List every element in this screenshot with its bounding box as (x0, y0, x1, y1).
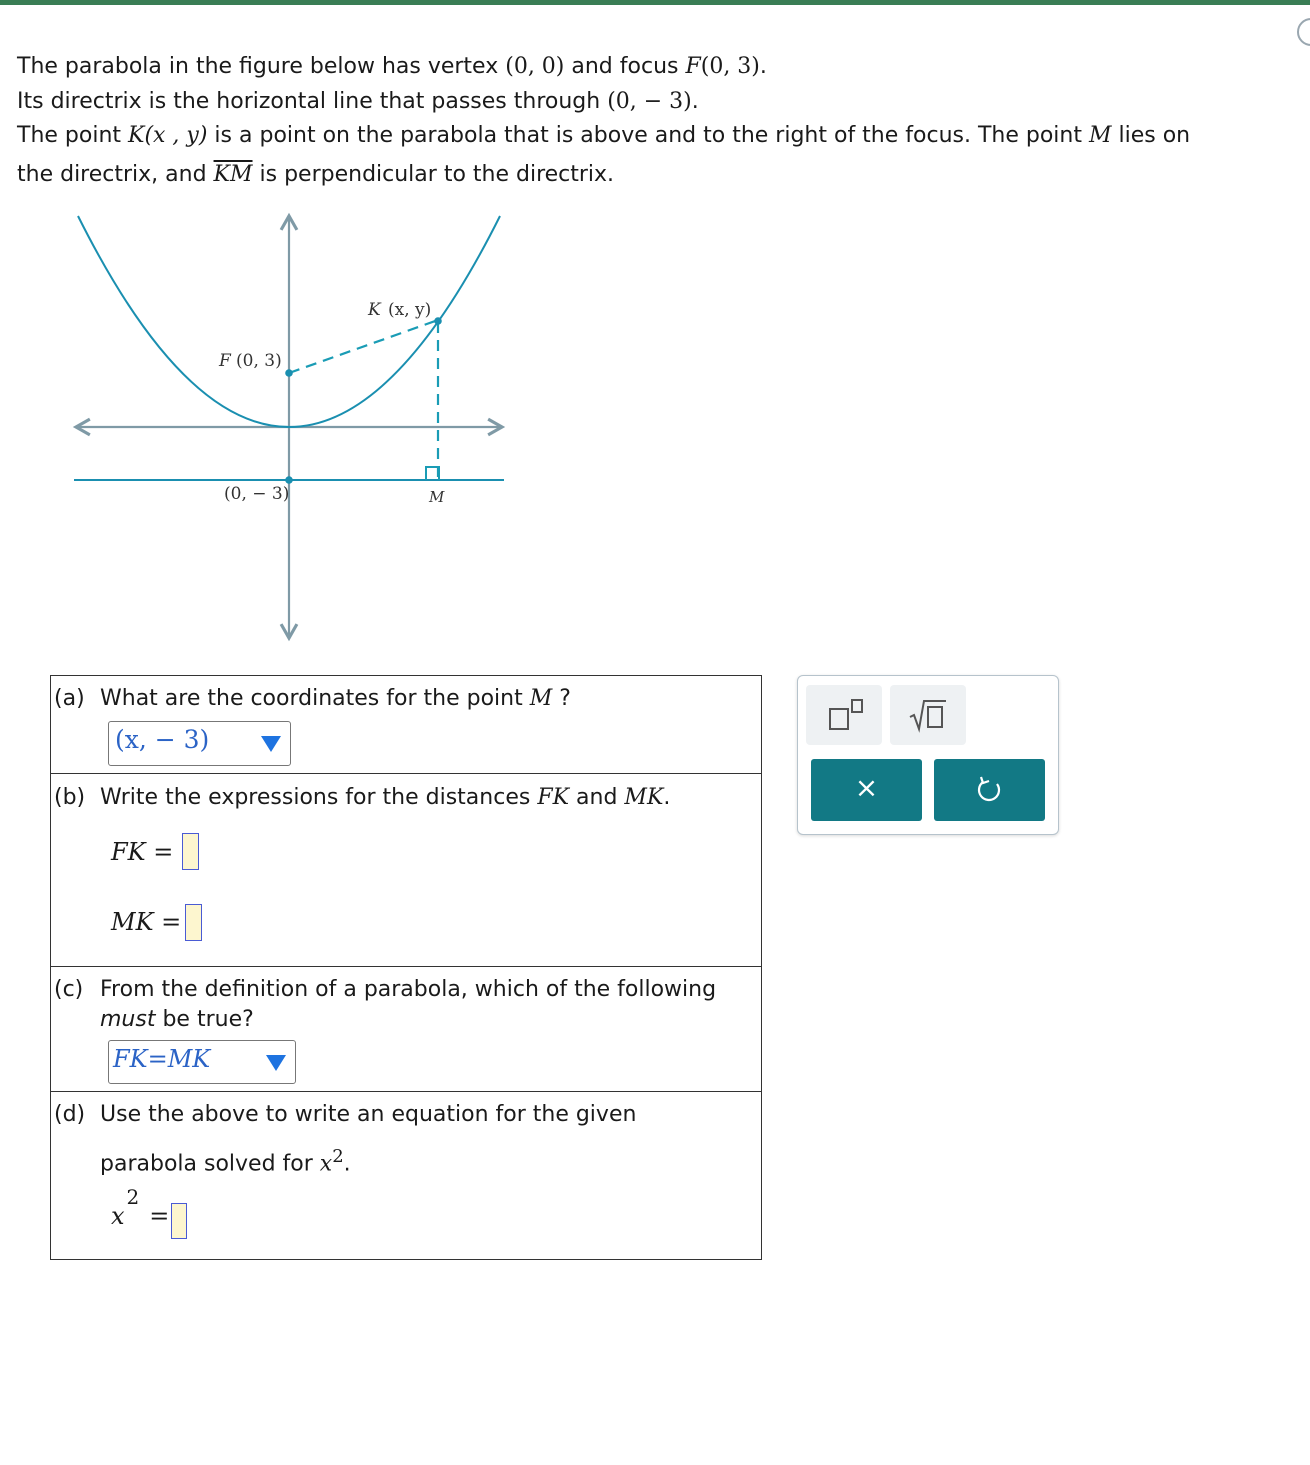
part-a-question: (a) What are the coordinates for the point M ? (54, 686, 571, 711)
square-root-button[interactable] (890, 685, 966, 745)
part-d-box (50, 1091, 762, 1260)
vertex-coords: (0, 0) (505, 54, 565, 79)
point-m-selected: (x, − 3) (115, 725, 210, 754)
directrix-point: (0, − 3) (607, 88, 692, 114)
fk-equation: FK = (111, 838, 174, 866)
graph-m-label: M (429, 488, 445, 506)
problem-statement (17, 50, 1297, 192)
parabola-graph (60, 205, 520, 650)
x-squared-answer-input[interactable] (171, 1203, 187, 1239)
dropdown-arrow-icon (261, 736, 281, 752)
x-squared-equation: $x^2=$ (111, 1185, 170, 1230)
km-segment: $\overline{KM}$ (213, 161, 253, 187)
part-c-question: (c) From the definition of a parabola, which of the following must be true? (54, 977, 717, 1032)
problem-line-3: The point K(x , y) is a point on the parabola that is above and to the right of the focus. The point M lies on (17, 123, 1191, 148)
fk-answer-input[interactable] (182, 833, 199, 870)
clear-button[interactable] (811, 759, 922, 821)
part-b-question: (b) Write the expressions for the distances FK and MK. (54, 785, 671, 810)
help-circle-icon[interactable] (1297, 18, 1310, 46)
graph-k-coords: (x, y) (388, 300, 432, 320)
focus-point (285, 369, 293, 377)
part-c-box (50, 966, 762, 1093)
part-a-box (50, 675, 762, 775)
directrix-point-marker (285, 476, 293, 484)
problem-line-1: The parabola in the figure below has vertex (0, 0) and focus F(0, 3). (17, 54, 767, 79)
clear-icon: × (854, 771, 879, 804)
top-accent-bar (0, 0, 1310, 5)
k-point (434, 317, 442, 325)
k-coords: (x , y) (144, 123, 208, 148)
part-d-question: (d) Use the above to write an equation for the given parabola solved for $x^2$. (54, 1102, 637, 1177)
undo-icon (934, 759, 1045, 821)
problem-line-2: Its directrix is the horizontal line that passes through (0, − 3). (17, 88, 699, 114)
graph-directrix-label: (0, − 3) (224, 484, 290, 504)
mk-equation: MK = (111, 908, 182, 936)
part-b-box (50, 773, 762, 968)
dropdown-arrow-icon (266, 1055, 286, 1071)
definition-selected: FK=MK (113, 1045, 211, 1073)
problem-line-4: the directrix, and $\overline{KM}$ is perpendicular to the directrix. (17, 161, 615, 187)
undo-button[interactable] (934, 759, 1045, 821)
square-root-icon (890, 685, 966, 745)
superscript-icon (806, 685, 882, 745)
graph-k-label: K (368, 300, 381, 320)
focus-coords: (0, 3) (700, 54, 760, 79)
math-tool-panel (797, 675, 1059, 835)
superscript-button[interactable] (806, 685, 882, 745)
definition-dropdown[interactable] (108, 1040, 296, 1084)
graph-f-label: F (219, 351, 231, 371)
fk-dashed-segment (289, 320, 438, 373)
graph-f-coords: (0, 3) (236, 351, 282, 371)
point-m-dropdown[interactable] (108, 721, 291, 766)
focus-label: F (685, 54, 701, 79)
mk-answer-input[interactable] (185, 904, 202, 941)
